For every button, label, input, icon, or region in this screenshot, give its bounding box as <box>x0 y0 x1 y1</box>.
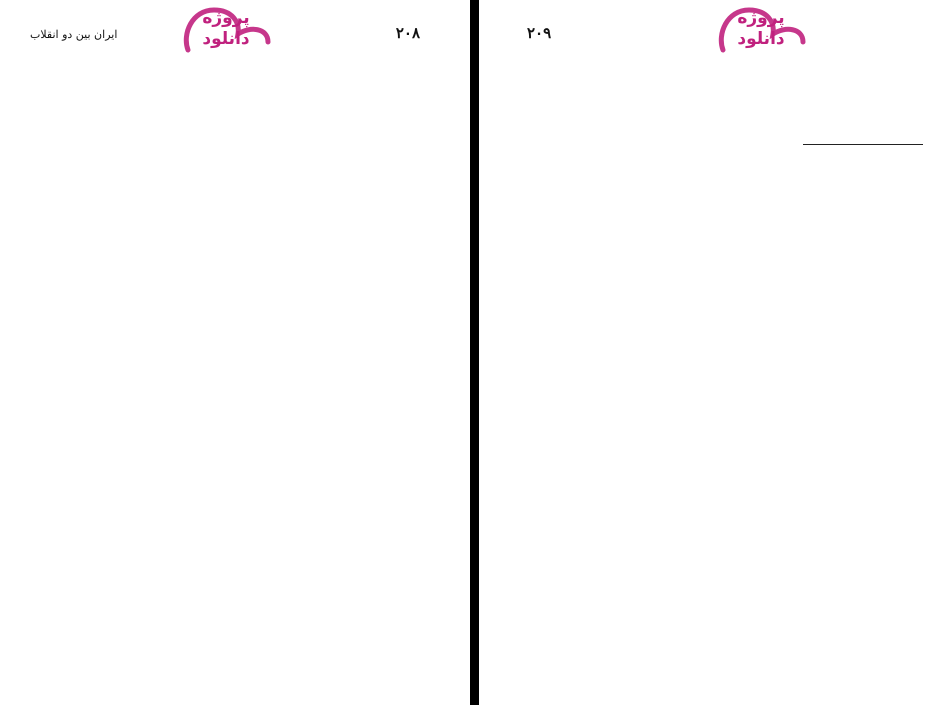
watermark-line-2: دانلود <box>202 29 250 49</box>
page-header <box>30 24 420 46</box>
footnote <box>527 154 923 169</box>
watermark-line-2: دانلود <box>737 29 785 49</box>
paragraph <box>527 94 923 114</box>
page-body <box>527 74 923 169</box>
footnote-divider <box>803 144 923 145</box>
paragraph <box>30 74 420 94</box>
page-number: ۲۰۹ <box>527 24 552 42</box>
right-page <box>479 0 949 705</box>
running-head: ایران بین دو انقلاب <box>30 28 118 41</box>
book-gutter <box>470 0 479 705</box>
page-header <box>527 24 923 46</box>
watermark-line-1: پروژه <box>737 8 785 28</box>
paragraph <box>30 114 420 134</box>
left-page <box>0 0 470 705</box>
watermark-line-1: پروژه <box>202 8 250 28</box>
paragraph <box>30 94 420 114</box>
page-number: ۲۰۸ <box>395 24 420 42</box>
page-body <box>30 74 420 134</box>
paragraph <box>527 114 923 134</box>
paragraph <box>527 74 923 94</box>
